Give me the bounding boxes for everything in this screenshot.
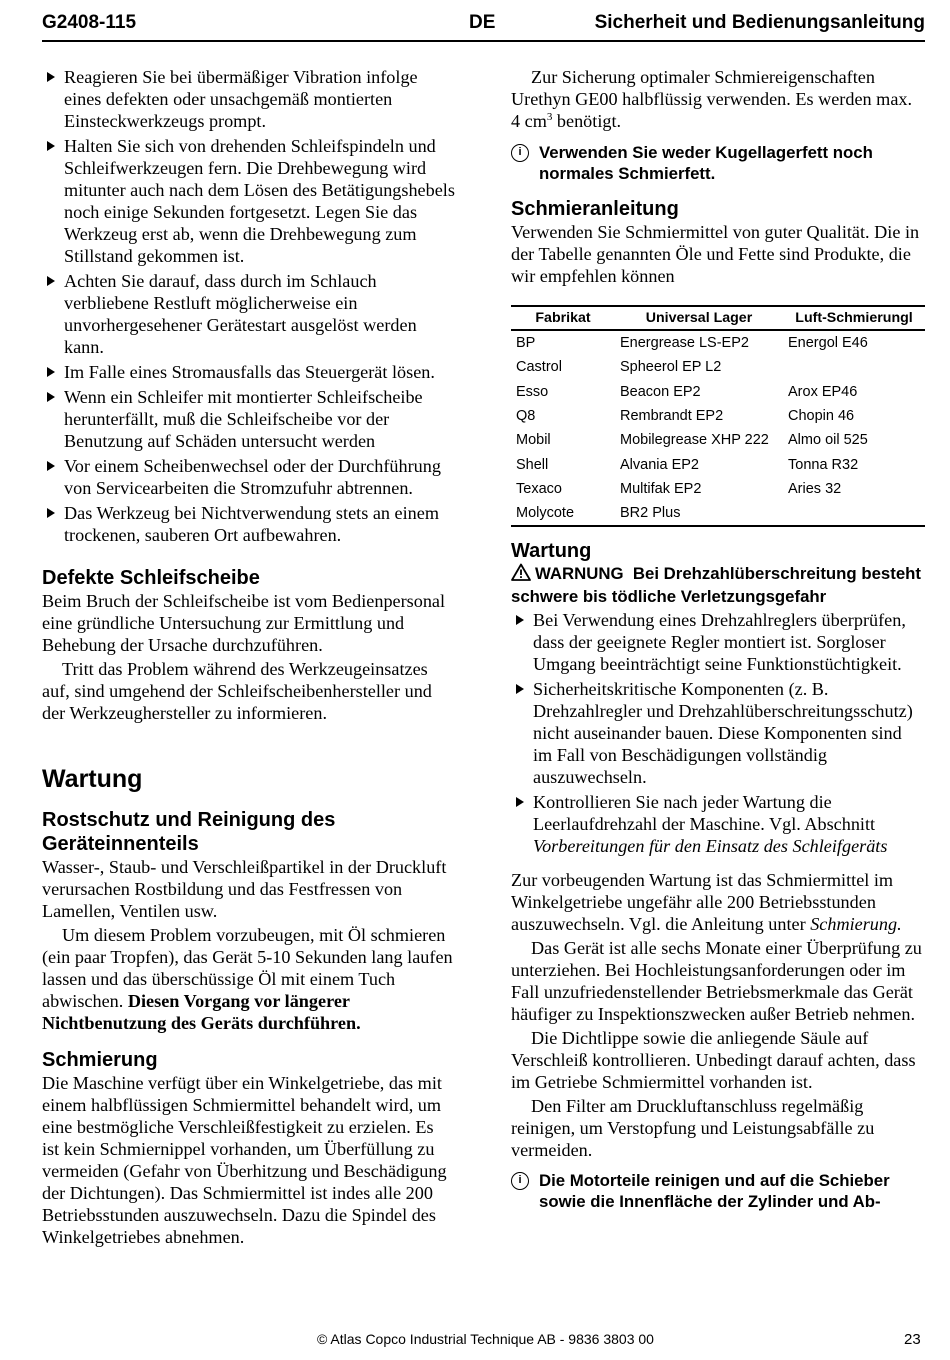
bullet-triangle-icon [516,797,524,807]
rostschutz-heading: Rostschutz und Reinigung des Geräteinnenteils [42,809,336,855]
list-item: Reagieren Sie bei übermäßiger Vibration infolge eines defekten oder unsachgemäß montierten Einsteckwerkzeugs prompt. [42,66,455,132]
table-cell: Rembrandt EP2 [620,408,724,425]
list-item: Sicherheitskritische Komponenten (z. B. Drehzahlregler und Drehzahlüberschreitungsschutz) nicht auseinander bauen. Diese Komponenten sind im Fall von Beschädigungen vollständig auszuwechseln. [511,678,925,788]
rostschutz-paragraph-2: Um diesem Problem vorzubeugen, mit Öl schmieren (ein paar Tropfen), das Gerät 5-10 Sekunden lang laufen lassen und das überschüssige Öl mit einem Tuch abwischen. Diesen Vorgang vor längerer Nichtbenutzung des Geräts durchführen. [42,925,453,1033]
schmieranleitung-heading: Schmieranleitung [511,198,679,220]
language-code: DE [469,12,496,33]
table-cell: Esso [516,383,549,400]
defekte-paragraph-2: Tritt das Problem während des Werkzeugeinsatzes auf, sind umgehend der Schleifscheibenhersteller und der Werkzeughersteller zu informieren. [42,659,432,723]
table-cell: Molycote [511,501,615,526]
bullet-triangle-icon [47,508,55,518]
table-cell: Tonna R32 [788,456,859,473]
warning-text: Bei Drehzahlüberschreitung besteht schwere bis tödliche Verletzungsgefahr [511,564,922,607]
bullet-triangle-icon [47,141,55,151]
bullet-triangle-icon [47,461,55,471]
table-cell: Mobil [516,432,551,449]
table-row [511,477,925,501]
table-header-cell: Fabrikat [511,306,615,330]
dichtlippe-paragraph: Die Dichtlippe sowie die anliegende Säule auf Verschleiß kontrollieren. Unbedingt darauf achten, dass im Getriebe Schmiermittel vorhanden ist. [511,1028,916,1093]
table-row [511,501,925,526]
list-item: Im Falle eines Stromausfalls das Steuergerät lösen. [42,361,455,383]
bullet-triangle-icon [47,276,55,286]
table-cell: BR2 Plus [615,501,783,526]
table-row [511,380,925,404]
urethyn-paragraph: Zur Sicherung optimaler Schmiereigenschaften Urethyn GE00 halbflüssig verwenden. Es werden max. 4 $cm^3$ benötigt. [511,67,913,131]
defekte-heading: Defekte Schleifscheibe [42,567,260,589]
table-cell: Alvania EP2 [620,456,699,473]
schmierung-paragraph: Die Maschine verfügt über ein Winkelgetriebe, das mit einem halbflüssigen Schmiermittel behandelt wird, um eine bestmögliche Verschleißfestigkeit zu erzielen. Es ist kein Schmiernippel vorhanden, um Überfüllung zu vermeiden (Gefahr von Überhitzung und Beschädigung der Dichtungen). Das Schmiermittel ist indes alle 200 Betriebsstunden auszuwechseln. Dazu die Spindel des Winkelgetriebes abnehmen. [42,1073,447,1247]
table-cell: Energol E46 [788,335,868,352]
table-cell: Energrease LS-EP2 [620,335,749,352]
bullet-triangle-icon [47,367,55,377]
table-row [511,355,925,379]
table-cell: Almo oil 525 [788,432,868,449]
table-row [511,330,925,355]
table-cell: Arox EP46 [788,383,858,400]
right-column [511,66,925,1212]
table-row [511,452,925,476]
table-cell: Beacon EP2 [620,383,701,400]
filter-paragraph: Den Filter am Druckluftanschluss regelmäßig reinigen, um Verstopfung und Leistungsabfälle zu vermeiden. [511,1096,875,1161]
table-cell: BP [516,335,536,352]
defekte-paragraph-1: Beim Bruch der Schleifscheibe ist vom Bedienpersonal eine gründliche Untersuchung zur Ermittlung und Behebung der Ursache durchzuführen. [42,591,446,655]
rostschutz-bold-note: Diesen Vorgang vor längerer Nichtbenutzung des Geräts durchführen. [42,991,361,1033]
table-cell: Multifak EP2 [620,480,702,497]
schmierung-heading: Schmierung [42,1049,158,1071]
left-column [42,66,455,1248]
doc-id: G2408-115 [42,12,137,33]
vorbeugende-wartung-paragraph: Zur vorbeugenden Wartung ist das Schmiermittel im Winkelgetriebe ungefähr alle 200 Betriebsstunden auszuwechseln. Vgl. die Anleitung unter Schmierung. [511,870,902,935]
rostschutz-paragraph-1: Wasser-, Staub- und Verschleißpartikel in der Druckluft verursachen Rostbildung und das Festfressen von Lamellen, Ventilen usw. [42,857,447,921]
warning-label: WARNUNG [535,564,624,584]
warning-block [511,563,925,607]
table-header-cell: Luft-Schmierungl [783,306,925,330]
list-item: Wenn ein Schleifer mit montierter Schleifscheibe herunterfällt, muß die Schleifscheibe vor der Benutzung auf Schäden untersucht werden [42,386,455,452]
wartung-subheading: Wartung [511,540,592,563]
list-item: Kontrollieren Sie nach jeder Wartung die Leerlaufdrehzahl der Maschine. Vgl. Abschnitt Vorbereitungen für den Einsatz des Schleifgeräts [511,791,925,857]
page-header [42,10,925,42]
list-item: Vor einem Scheibenwechsel oder der Durchführung von Servicearbeiten die Stromzufuhr abtrennen. [42,455,455,499]
warning-triangle-icon [511,563,531,586]
table-cell [783,501,925,526]
table-cell: Castrol [516,359,562,376]
table-cell: Shell [516,456,549,473]
bullet-triangle-icon [47,392,55,402]
bullet-triangle-icon [516,684,524,694]
table-cell: Aries 32 [788,480,842,497]
lubricant-table [511,305,925,527]
info-note-grease: i Verwenden Sie weder Kugellagerfett noch normales Schmierfett. [511,142,925,184]
bullet-triangle-icon [516,615,524,625]
copyright-text: © Atlas Copco Industrial Technique AB - 9836 3803 00 [317,1331,654,1347]
info-note-motor: i Die Motorteile reinigen und auf die Schieber sowie die Innenfläche der Zylinder und Ab- [511,1170,925,1212]
table-cell: Mobilegrease XHP 222 [620,432,769,449]
table-cell: Spheerol EP L2 [620,359,722,376]
page-number: 23 [904,1331,921,1348]
maintenance-bullet-list [511,609,925,857]
table-header-row [511,306,925,330]
inspection-paragraph: Das Gerät ist alle sechs Monate einer Überprüfung zu unterziehen. Bei Hochleistungsanforderungen oder im Fall unzufriedenstellender Betriebsmerkmale das Gerät häufiger zu Inspektionszwecken außer Betrieb nehmen. [511,938,922,1025]
info-icon: i [511,144,529,162]
table-cell: Chopin 46 [788,408,855,425]
table-cell: Q8 [516,408,536,425]
table-header-cell: Universal Lager [615,306,783,330]
list-item: Achten Sie darauf, dass durch im Schlauch verbliebene Restluft möglicherweise ein unvorhergesehener Gerätestart ausgelöst werden kann. [42,270,455,358]
bullet-triangle-icon [47,72,55,82]
header-title: Sicherheit und Bedienungsanleitung [594,12,925,33]
info-icon: i [511,1172,529,1190]
table-cell [783,355,925,379]
table-row [511,428,925,452]
table-row [511,404,925,428]
safety-bullet-list [42,66,455,546]
wartung-heading: Wartung [42,765,143,793]
list-item: Halten Sie sich von drehenden Schleifspindeln und Schleifwerkzeugen fern. Die Drehbewegung wird mitunter auch nach dem Lösen des Betätigungshebels noch einige Sekunden fortgesetzt. Legen Sie das Werkzeug erst ab, wenn die Drehbewegung zum Stillstand gekommen ist. [42,135,455,267]
table-cell: Texaco [516,480,562,497]
schmieranleitung-paragraph: Verwenden Sie Schmiermittel von guter Qualität. Die in der Tabelle genannten Öle und Fette sind Produkte, die wir empfehlen können [511,222,920,286]
list-item: Das Werkzeug bei Nichtverwendung stets an einem trockenen, sauberen Ort aufbewahren. [42,502,455,546]
list-item: Bei Verwendung eines Drehzahlreglers überprüfen, dass der geeignete Regler montiert ist. Sorgloser Umgang beeinträchtigt seine Funktionstüchtigkeit. [511,609,925,675]
